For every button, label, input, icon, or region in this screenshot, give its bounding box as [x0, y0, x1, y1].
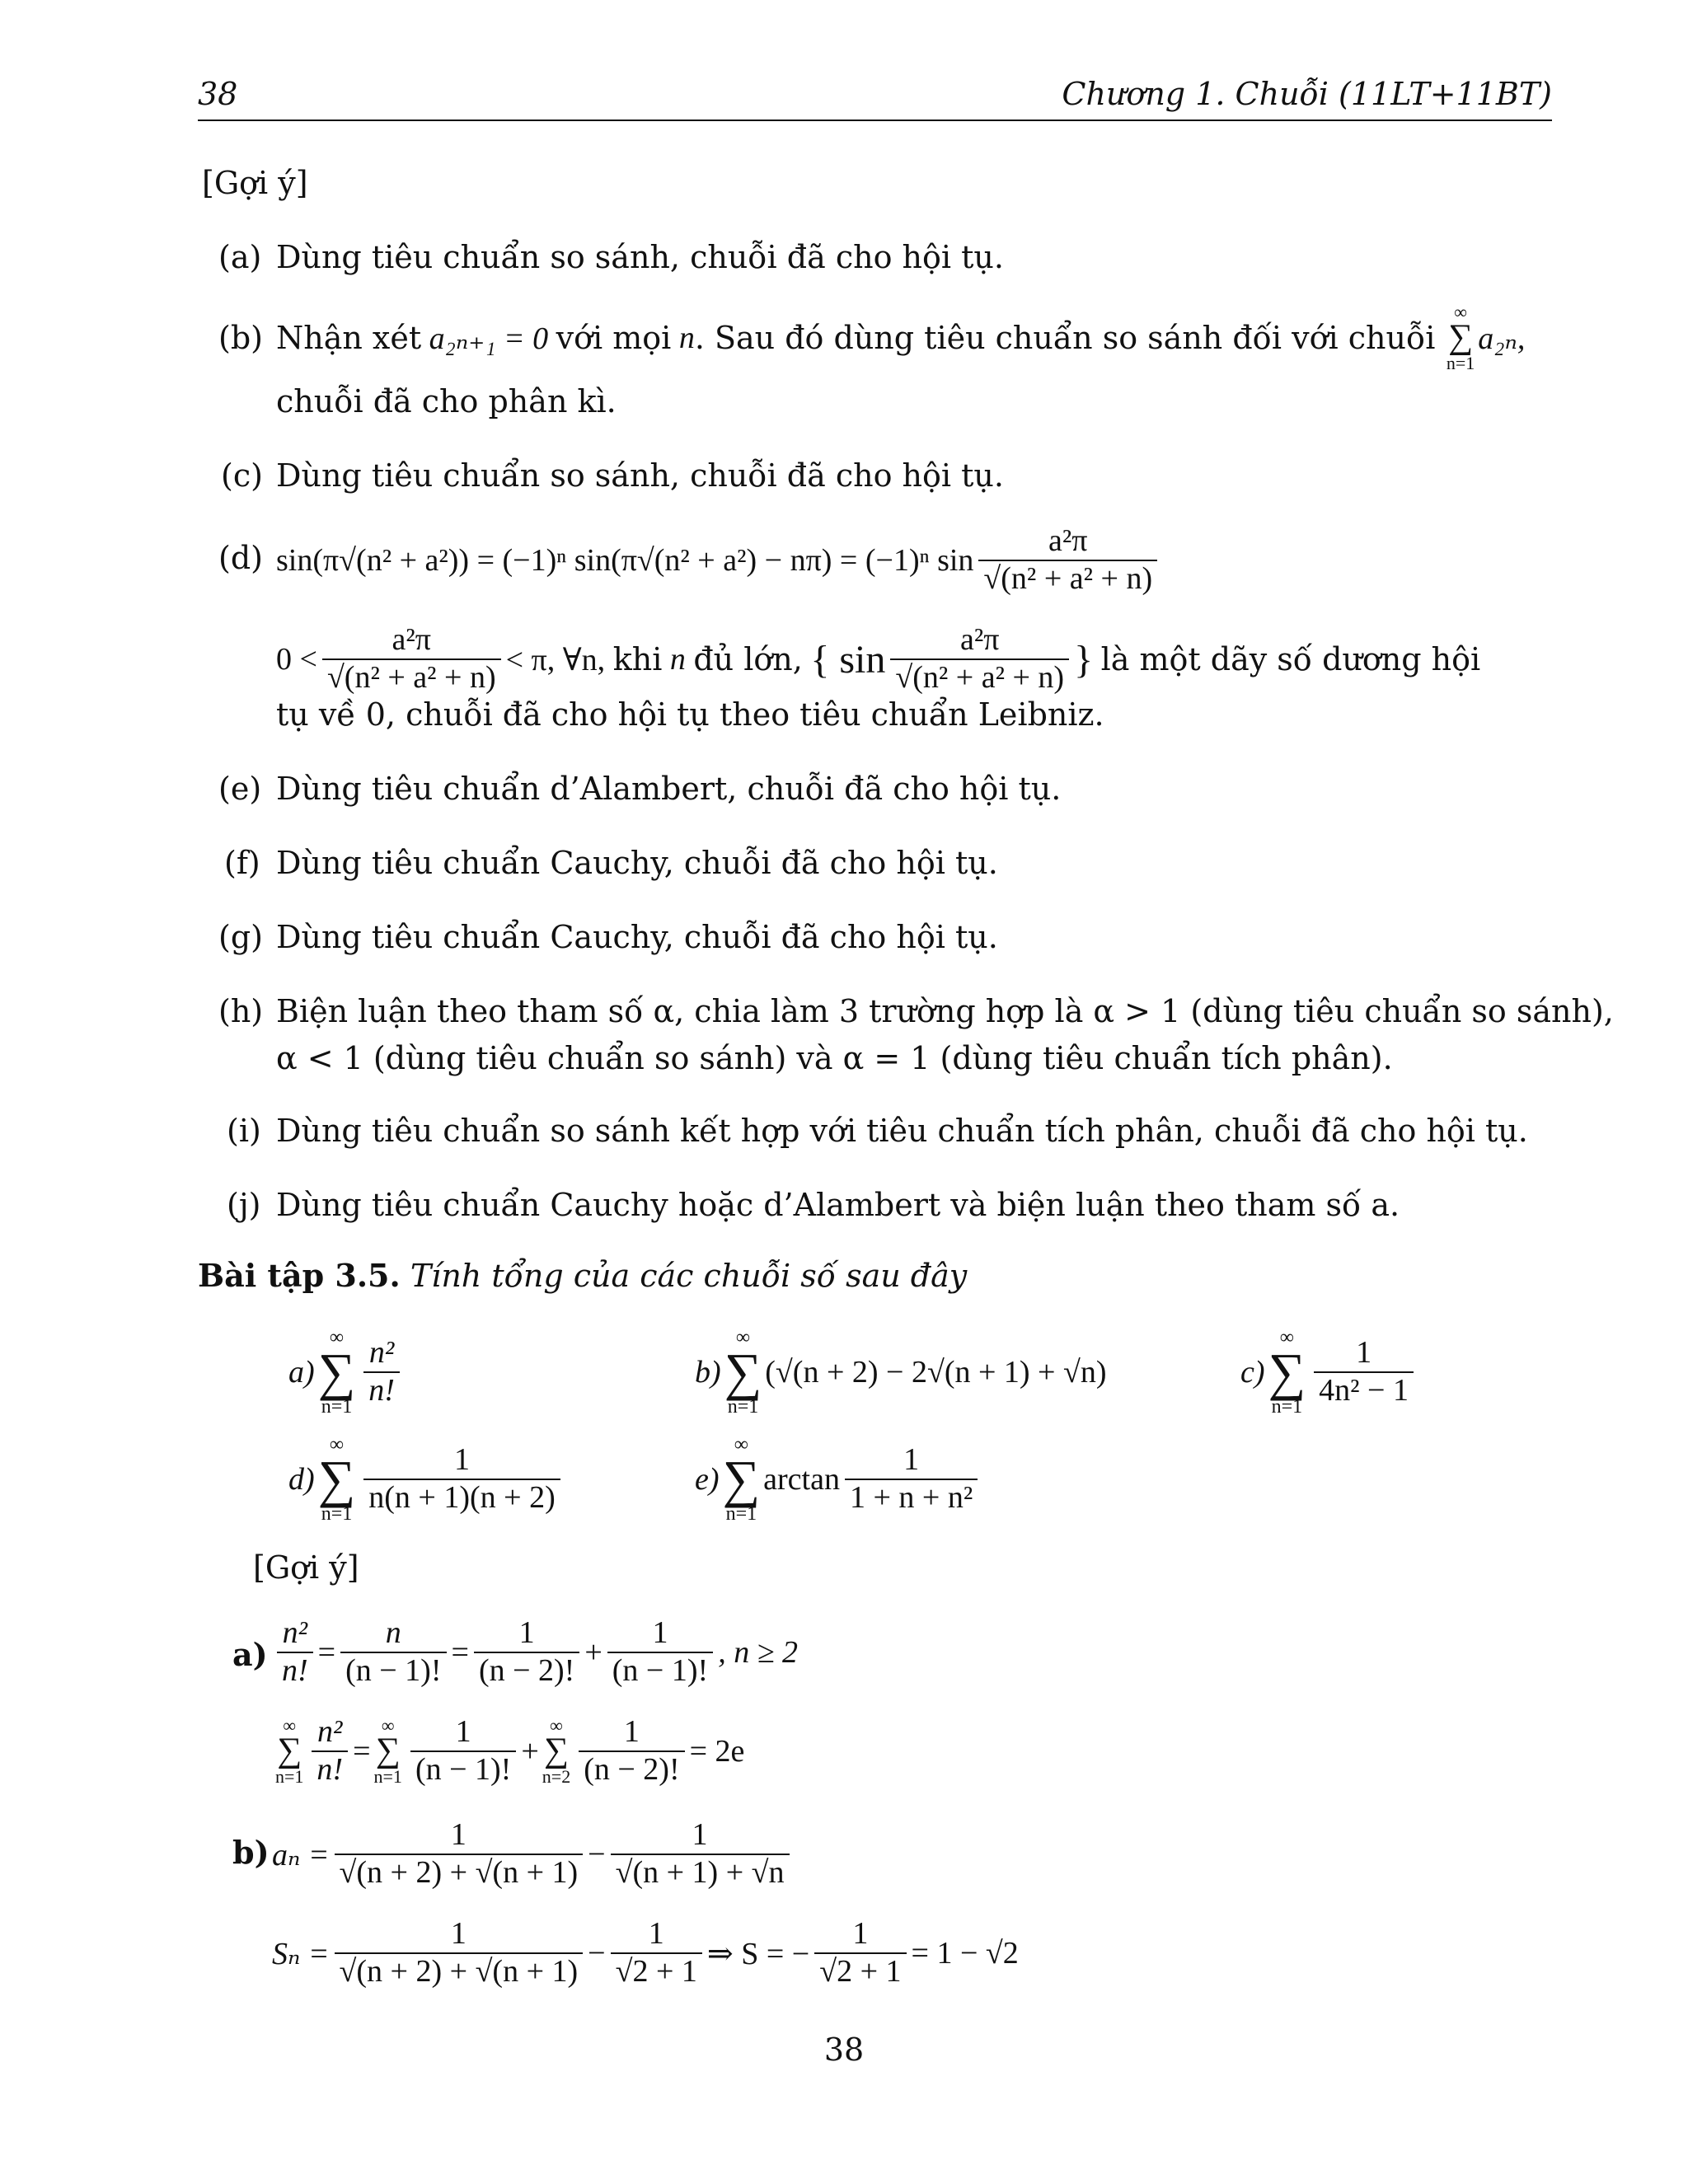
exercise-item-c — [1240, 1319, 1418, 1426]
fraction-numerator: n² — [282, 1615, 308, 1651]
hint-d-set-open: { sin — [810, 637, 886, 682]
fraction-numerator: a²π — [959, 622, 1000, 658]
hint-b-label: (b) — [218, 320, 263, 356]
hint-a-label: (a) — [218, 239, 262, 275]
fraction-denominator: n! — [277, 1652, 313, 1690]
hint-d-line2-text2: đủ lớn, — [693, 641, 803, 677]
exercise-item-e — [695, 1426, 982, 1533]
hint-b-math-1: a₂ₙ₊₁ = 0 — [429, 321, 549, 356]
hint-h-line2: α < 1 (dùng tiêu chuẩn so sánh) và α = 1 (dùng tiêu chuẩn tích phân). — [276, 1040, 1393, 1076]
sum-operator — [318, 1435, 356, 1525]
hint-b-line1 — [276, 302, 1526, 373]
fraction-denominator: √(n + 1) + √n — [611, 1854, 790, 1891]
sum-operator — [318, 1328, 356, 1418]
sum-upper-limit: ∞ — [283, 1715, 297, 1736]
term-fraction — [845, 1442, 978, 1516]
hint-d-label: (d) — [218, 540, 263, 576]
item-label: c) — [1240, 1355, 1265, 1390]
hint-f-text: Dùng tiêu chuẩn Cauchy, chuỗi đã cho hội tụ. — [276, 845, 998, 881]
sum-symbol: ∑ — [722, 1449, 761, 1508]
sum-symbol: ∑ — [375, 1732, 401, 1770]
hint-b-math-2: n — [678, 321, 695, 355]
hint-d-line1-expr: sin(π√(n² + a²)) = (−1)ⁿ sin(π√(n² + a²) − nπ) = (−1)ⁿ sin — [276, 543, 974, 578]
sum-lower-limit: n=2 — [542, 1765, 571, 1787]
header-chapter-title: Chương 1. Chuỗi (11LT+11BT) — [1062, 76, 1552, 112]
fraction-numerator: 1 — [852, 1916, 869, 1952]
fraction-numerator: 1 — [450, 1916, 467, 1952]
sum-lower-limit: n=1 — [275, 1765, 304, 1787]
fraction-denominator: n! — [312, 1750, 348, 1788]
solution-a-label: a) — [232, 1636, 268, 1673]
sum-upper-limit: ∞ — [381, 1715, 395, 1736]
hint-d-line2 — [276, 610, 1480, 709]
fraction-numerator: 1 — [454, 1442, 471, 1478]
exercise-item-b — [695, 1319, 1107, 1426]
sum-symbol: ∑ — [1448, 318, 1474, 357]
hint-b-text-2: với mọi — [556, 320, 672, 356]
exercise-item-d — [288, 1426, 565, 1533]
fraction-numerator: n² — [368, 1335, 395, 1371]
hint-d-line1 — [276, 511, 1162, 610]
term-fraction — [363, 1442, 560, 1516]
fraction-denominator: (n − 1)! — [340, 1652, 446, 1690]
fraction — [611, 1916, 702, 1990]
hint-j-text: Dùng tiêu chuẩn Cauchy hoặc d’Alambert và biện luận theo tham số a. — [276, 1187, 1400, 1223]
hint-h-line1: Biện luận theo tham số α, chia làm 3 trường hợp là α > 1 (dùng tiêu chuẩn so sánh), — [276, 993, 1614, 1029]
fraction-numerator: 1 — [1356, 1335, 1372, 1371]
fraction-denominator: n(n + 1)(n + 2) — [363, 1479, 560, 1516]
implies-text: ⇒ S = − — [706, 1936, 810, 1971]
term-fraction — [363, 1335, 400, 1408]
hint-label-2: [Gợi ý] — [253, 1549, 359, 1586]
sum-result: = 1 − √2 — [911, 1936, 1019, 1971]
item-label: a) — [288, 1355, 315, 1390]
hint-d-fraction-3 — [890, 622, 1069, 696]
hint-b-text-4: chuỗi đã cho phân kì. — [276, 383, 617, 419]
fraction-numerator: 1 — [692, 1817, 708, 1853]
fraction-denominator: √(n² + a² + n) — [890, 658, 1069, 696]
header-page-number: 38 — [198, 76, 238, 112]
condition: , n ≥ 2 — [718, 1635, 799, 1670]
term-lead: Sₙ = — [272, 1936, 330, 1971]
fraction-denominator: √2 + 1 — [611, 1952, 702, 1990]
fraction — [474, 1615, 579, 1689]
sum-symbol: ∑ — [724, 1342, 762, 1401]
term-fraction — [1314, 1335, 1414, 1408]
fraction-denominator: (n − 1)! — [410, 1750, 516, 1788]
sum-operator — [275, 1717, 303, 1786]
exercise-title: Bài tập 3.5. — [198, 1257, 401, 1294]
fraction-numerator: 1 — [623, 1714, 640, 1750]
fraction-numerator: 1 — [450, 1817, 467, 1853]
sum-symbol: ∑ — [317, 1342, 356, 1401]
fraction-numerator: a²π — [1048, 523, 1088, 559]
fraction-numerator: 1 — [518, 1615, 535, 1651]
exercise-heading — [198, 1257, 967, 1296]
fraction-denominator: 4n² − 1 — [1314, 1371, 1414, 1409]
sum-lower-limit: n=1 — [321, 1503, 353, 1526]
fraction-numerator: 1 — [648, 1916, 664, 1952]
item-label: d) — [288, 1462, 315, 1497]
hint-f-label: (f) — [224, 845, 260, 881]
sum-operator — [542, 1717, 570, 1786]
hint-b-text-3: . Sau đó dùng tiêu chuẩn so sánh đối với chuỗi — [694, 320, 1436, 356]
fraction-numerator: a²π — [392, 622, 431, 658]
fraction — [410, 1714, 516, 1788]
hint-label: [Gợi ý] — [202, 165, 308, 201]
hint-h-label: (h) — [218, 993, 264, 1029]
hint-a-text: Dùng tiêu chuẩn so sánh, chuỗi đã cho hội tụ. — [276, 239, 1004, 275]
fraction-numerator: n — [385, 1615, 401, 1651]
hint-j-label: (j) — [227, 1187, 261, 1223]
hint-d-line2-mid: < π, ∀n, — [505, 642, 606, 677]
fraction — [312, 1714, 348, 1788]
hint-i-text: Dùng tiêu chuẩn so sánh kết hợp với tiêu chuẩn tích phân, chuỗi đã cho hội tụ. — [276, 1113, 1528, 1149]
hint-c-text: Dùng tiêu chuẩn so sánh, chuỗi đã cho hội tụ. — [276, 457, 1004, 494]
sum-lower-limit: n=1 — [727, 1396, 759, 1418]
solution-b-line1: aₙ = $\frac{1}{√(n + 2) + √(n + 1)}$ − $\frac{1}{√(n + 1) + √n}$ — [272, 1805, 795, 1904]
header-rule — [198, 120, 1552, 121]
hint-e-label: (e) — [218, 771, 262, 807]
item-label: b) — [695, 1355, 721, 1390]
sum-lower-limit: n=1 — [1446, 352, 1475, 373]
hint-b-sum — [1447, 303, 1475, 373]
hint-d-line2-tail: là một dãy số dương hội — [1100, 641, 1481, 677]
fraction-numerator: 1 — [652, 1615, 668, 1651]
sum-symbol: ∑ — [317, 1449, 356, 1508]
fraction-denominator: √(n² + a² + n) — [978, 560, 1157, 598]
fraction — [814, 1916, 906, 1990]
fraction-numerator: 1 — [903, 1442, 920, 1478]
sum-operator — [723, 1435, 761, 1525]
hint-g-text: Dùng tiêu chuẩn Cauchy, chuỗi đã cho hội tụ. — [276, 919, 998, 955]
hint-d-set-close: } — [1074, 637, 1094, 682]
fraction — [277, 1615, 313, 1689]
fraction — [335, 1817, 584, 1891]
hint-d-fraction — [978, 523, 1157, 597]
sum-symbol: ∑ — [1268, 1342, 1306, 1401]
sum-upper-limit: ∞ — [1279, 1326, 1294, 1348]
hint-d-line2-text: khi — [612, 641, 663, 677]
footer-page-number: 38 — [823, 2032, 865, 2068]
fraction — [335, 1916, 584, 1990]
fraction-numerator: 1 — [455, 1714, 471, 1750]
fraction-denominator: (n − 2)! — [579, 1750, 684, 1788]
fraction-numerator: n² — [317, 1714, 343, 1750]
sum-upper-limit: ∞ — [329, 1433, 345, 1455]
hint-c-label: (c) — [221, 457, 263, 494]
sum-operator — [724, 1328, 762, 1418]
exercise-item-a — [288, 1319, 405, 1426]
hint-b-text-1: Nhận xét — [276, 320, 422, 356]
sum-lower-limit: n=1 — [321, 1396, 353, 1418]
solution-a-line2: ∞ ∑ n=1 $\frac{\text{n²}}{n!}$ = ∞ ∑ n=1 $\frac{1}{(n - 1)!}$ + ∞ ∑ n=2 $\frac{1}{(n - 2)!}$ = 2e — [275, 1714, 745, 1787]
sum-upper-limit: ∞ — [1454, 302, 1467, 323]
sum-upper-limit: ∞ — [735, 1326, 751, 1348]
fraction-denominator: (n − 1)! — [607, 1652, 713, 1690]
sum-upper-limit: ∞ — [550, 1715, 563, 1736]
item-label: e) — [695, 1462, 720, 1497]
term-prefix: arctan — [763, 1462, 840, 1497]
fraction-denominator: √(n + 2) + √(n + 1) — [335, 1952, 584, 1990]
fraction-denominator: 1 + n + n² — [845, 1479, 978, 1516]
sum-operator — [374, 1717, 402, 1786]
fraction — [340, 1615, 446, 1689]
sum-operator — [1268, 1328, 1306, 1418]
fraction-denominator: √(n + 2) + √(n + 1) — [335, 1854, 584, 1891]
fraction-denominator: √(n² + a² + n) — [322, 658, 501, 696]
hint-g-label: (g) — [218, 919, 263, 955]
sum-upper-limit: ∞ — [734, 1433, 748, 1455]
exercise-statement: Tính tổng của các chuỗi số sau đây — [410, 1258, 968, 1294]
hint-i-label: (i) — [227, 1113, 261, 1149]
hint-d-line2-n: n — [669, 642, 686, 677]
solution-b-line2: Sₙ = $\frac{1}{√(n + 2) + √(n + 1)}$ − $\frac{1}{√2 + 1}$ ⇒ S = − $\frac{1}{√2 + 1}$ = 1 − √2 — [272, 1916, 1019, 1989]
solution-a-line1: $\frac{\text{n²}}{n!}$ = $\frac{n}{(n - 1)!}$ = $\frac{1}{(n - 2)!}$ + $\frac{1}{(n - 1)!}$ , n ≥ 2 — [272, 1607, 798, 1698]
solution-b-label: b) — [232, 1834, 270, 1871]
sum-lower-limit: n=1 — [725, 1503, 757, 1526]
sum-symbol: ∑ — [277, 1732, 302, 1770]
fraction — [579, 1714, 684, 1788]
sum-result: = 2e — [689, 1734, 745, 1769]
hint-b-sum-term: a₂ₙ, — [1478, 321, 1526, 356]
fraction-denominator: (n − 2)! — [474, 1652, 579, 1690]
sum-lower-limit: n=1 — [373, 1765, 402, 1787]
hint-d-line3: tụ về 0, chuỗi đã cho hội tụ theo tiêu chuẩn Leibniz. — [276, 696, 1104, 733]
term-expression: (√(n + 2) − 2√(n + 1) + √n) — [765, 1355, 1107, 1390]
fraction — [611, 1817, 790, 1891]
fraction — [607, 1615, 713, 1689]
sum-upper-limit: ∞ — [329, 1326, 345, 1348]
fraction-denominator: n! — [363, 1371, 400, 1409]
sum-lower-limit: n=1 — [1271, 1396, 1303, 1418]
hint-d-line2-lead: 0 < — [276, 642, 317, 677]
fraction-denominator: √2 + 1 — [814, 1952, 906, 1990]
hint-d-fraction-2 — [322, 622, 501, 696]
term-lead: aₙ = — [272, 1837, 330, 1872]
sum-symbol: ∑ — [544, 1732, 569, 1770]
hint-e-text: Dùng tiêu chuẩn d’Alambert, chuỗi đã cho hội tụ. — [276, 771, 1062, 807]
